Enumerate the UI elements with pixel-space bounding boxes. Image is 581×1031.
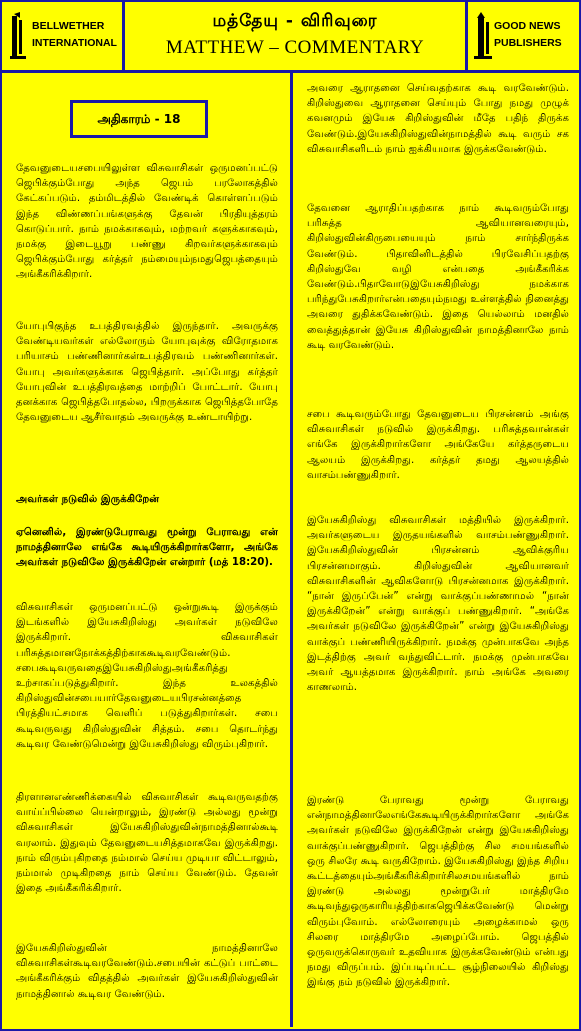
bellwether-logo	[10, 12, 117, 60]
right-paragraph-1: அவரை ஆராதனை செய்வதற்காக கூடி வரவேண்டும். கிறிஸ்துவை ஆராதனை செய்யும் போது நமது முழுக் கவனமும் இயேசு கிறிஸ்துவின் மீதே பதிந் திருக்க வேண்டும்.இயேசுகிறிஸ்துவின்நாமத்தில் கூடி வரும் சக விசுவாசிகளிடம் நாம் ஐக்கியமாக இருக்கவேண்டும்.	[307, 83, 569, 155]
right-logo-line1: GOOD NEWS	[494, 20, 561, 32]
header	[2, 2, 579, 73]
title-tamil: மத்தேயு - விரிவுரை	[212, 11, 378, 31]
right-column	[293, 73, 579, 1027]
left-paragraph-3: விசுவாசிகள் ஒருமனப்பட்டு ஒன்றுகூடி இருக்கும் இடங்களில் இயேசுகிறிஸ்து அவர்கள் நடுவிலே இருக்கிறார். விசுவாசிகள் பரிசுத்தமானநோக்கத்திற்காககூடிவரவேண்டும். சபைகூடிவருவதைஇயேசுகிறிஸ்துஅங்கீகரித்து உற்சாகப்படுத்துகிறார். இந்த உலகத்தில் கிறிஸ்துவின்சபையார்தேவனுடையபிரசன்னத்தை பிரத்தியட்சமாக வெளிப் படுத்துகிறார்கள். சபை கூடிவருவது கிறிஸ்துவின் சித்தம். சபை தொடர்ந்து கூடிவர வேண்டுமென்று இயேசுகிறிஸ்து விரும்புகிறார்.	[16, 602, 278, 750]
title-box	[125, 2, 468, 70]
left-logo-box	[2, 2, 125, 70]
chapter-label: அதிகாரம் - 18	[70, 100, 208, 138]
title-english: MATTHEW – COMMENTARY	[165, 37, 425, 58]
left-column	[2, 73, 293, 1027]
left-logo-line2: INTERNATIONAL	[32, 37, 117, 49]
left-paragraph-2: யோபுபிகுந்த உபத்திரவத்தில் இருந்தார். அவருக்கு வேண்டியவர்கள் எல்லோரும் யோபுவுக்கு விரோதமாக பரியாசம் பண்ணினார்கள்உபத்திரவம் பண்ணினார்கள். யோபு அவர்களுக்காக ஜெபித்தார். அப்போது கர்த்தர் யோபுவின் உபத்திரவத்தை மாற்றிப் போட்டார். யோபு தனக்காக ஜெபித்தபோதல்ல, பிறருக்காக ஜெபித்தபோதே தேவனுடைய ஆசீர்வாதம் அவருக்கு உண்டாயிற்று.	[16, 321, 278, 424]
right-logo-box	[468, 2, 579, 70]
left-paragraph-1: தேவனுடையசபையிலுள்ள விசுவாசிகள் ஒருமனப்பட்டு ஜெபிக்கும்போது அந்த ஜெபம் பரலோகத்தில் கேட்கப்படும். தம்மிடத்தில் வேண்டிக் கொள்ளப்படும் இந்த விண்ணப்பங்களுக்கு தேவன் பிரதியுத்தரம் கொடுப்பார். நாம் நமக்காகவும், மற்றவர் களுக்காகவும், நமக்கு இடையூறு பண்ணு கிறவர்களுக்காகவும் ஜெபிக்கும்போது கர்த்தர் நம்மையும்நமதுஜெபத்தையும் அங்கீகரிக்கிறார்.	[16, 163, 278, 281]
left-paragraph-4: திரளானஎண்ணிக்கையில் விசுவாசிகள் கூடிவருவதற்கு வாய்ப்பில்லை யென்றாலும், இரண்டு அல்லது மூன்று விசுவாசிகள் இயேசுகிறிஸ்துவின்நாமத்தினால்கூடி வரலாம். இதுவும் தேவனுடையசித்தமாகவே இருக்கிறது. நாம் விரும்புகிறதை நம்மால் செய்ய முடியா விட்டாலும், நம்மால் முடிகிறதை நாம் செய்ய வேண்டும். தேவன் இதை அங்கீகரிக்கிறார்.	[16, 792, 278, 895]
right-paragraph-2: தேவனை ஆராதிப்பதற்காக நாம் கூடிவரும்போது பரிசுத்த ஆவியானவரையும், கிறிஸ்துவின்கிருபையையும் நாம் சார்ந்திருக்க வேண்டும். பிதாவினிடத்தில் பிரவேசிப்பதற்கு கிறிஸ்துவே வழி என்பதை அங்கீகரிக்க வேண்டும்.பிதாவோடுஇயேசுகிறிஸ்து நமக்காக பரிந்துபேசுகிறார்என்பதையும்நமது உள்ளத்தில் நினைத்து அவரை துதிக்கவேண்டும். இதை யெல்லாம் மனதில் வைத்துத்தான் இயேசு கிறிஸ்துவின் நாமத்தினாலே நாம் கூடி வரவேண்டும்.	[307, 203, 569, 351]
verse-quote: ஏனெனில், இரண்டுபேராவது மூன்று பேராவது என் நாமத்தினாலே எங்கே கூடியிருக்கிறார்களோ, அங்கே அவர்கள் நடுவிலே இருக்கிறேன் என்றார் (மத் 18:20).	[16, 527, 278, 569]
right-logo-line2: PUBLISHERS	[494, 37, 562, 49]
right-paragraph-5: இரண்டு பேராவது மூன்று பேராவது என்நாமத்தினாலேஎங்கேகூடியிருக்கிறார்களோ அங்கே அவர்கள் நடுவிலே இருக்கிறேன் என்று இயேசுகிறிஸ்து வாக்குப்பண்ணுகிறார். ஜெபத்திற்கு சில சமயங்களில் ஒரு சிலரே கூடி வருகிறோம். இயேசுகிறிஸ்து இந்த சிறிய கூட்டத்தையும்அங்கீகரிக்கிறார்சிலசமயங்களில் நாம் இரண்டு அல்லது மூன்றுபேர் மாத்திரமே கூடிவந்துஒருகாரியத்திற்காகஜெபிக்கவேண்டு மென்று விரும்புவோம். எல்லோரையும் அழைக்காமல் ஒரு சிலரை மாத்திரமே அழைப்போம். ஜெபத்தில் ஒருவருக்கொருவர் உதவியாக இருக்கவேண்டும் என்பது நமது விருப்பம். இப்படிப்பட்ட சூழ்நிலையில் கிறிஸ்து இங்கு நம் நடுவில் இருக்கிறார்.	[307, 795, 569, 989]
right-paragraph-4: இயேசுகிறிஸ்து விசுவாசிகள் மத்தியில் இருக்கிறார். அவர்களுடைய இருதயங்களில் வாசம்பண்ணுகிறார். இயேசுகிறிஸ்துவின் பிரசன்னம் ஆவிக்குரிய பிரசன்னமாகும். கிறிஸ்துவின் ஆவியானவர் விசுவாசிகளின் ஆவிகளோடு பிரசன்னமாக இருக்கிறார். “நான் இருப்பேன்” என்று வாக்குப்பண்ணாமல் “நான் இருக்கிறேன்” என்று வாக்குப் பண்ணுகிறார். “அங்கே அவர்கள் நடுவிலே இருக்கிறேன்” என்று இயேசுகிறிஸ்து வாக்குப் பண்ணியிருக்கிறார். நமக்கு முன்பாகவே அந்த இடத்திற்கு அவர் வந்துவிட்டார். நமக்கு முன்பாகவே அவர் ஆயத்தமாக இருக்கிறார். நாம் அங்கே அவரை காணலாம்.	[307, 515, 569, 694]
right-paragraph-3: சபை கூடிவரும்போது தேவனுடைய பிரசன்னம் அங்கு விசுவாசிகள் நடுவில் இருக்கிறது. பரிசுத்தவான்கள் எங்கே இருக்கிறார்களோ அங்கேயே கர்த்தருடைய ஆலயம் இருக்கிறது. கர்த்தர் தமது ஆலயத்தில் வாசம்பண்ணுகிறார்.	[307, 409, 569, 481]
section-heading: அவர்கள் நடுவில் இருக்கிறேன்	[16, 494, 160, 505]
left-paragraph-5: இயேசுகிறிஸ்துவின் நாமத்தினாலே விசுவாசிகள்கூடிவரவேண்டும்.சபையின் கட்டுப் பாட்டை அங்கீகரிக்கும் விதத்தில் அவர்கள் இயேசுகிறிஸ்துவின் நாமத்தினால் கூடிவர வேண்டும்.	[16, 943, 278, 1000]
left-logo-line1: BELLWETHER	[32, 20, 105, 32]
good-news-logo	[474, 12, 578, 60]
